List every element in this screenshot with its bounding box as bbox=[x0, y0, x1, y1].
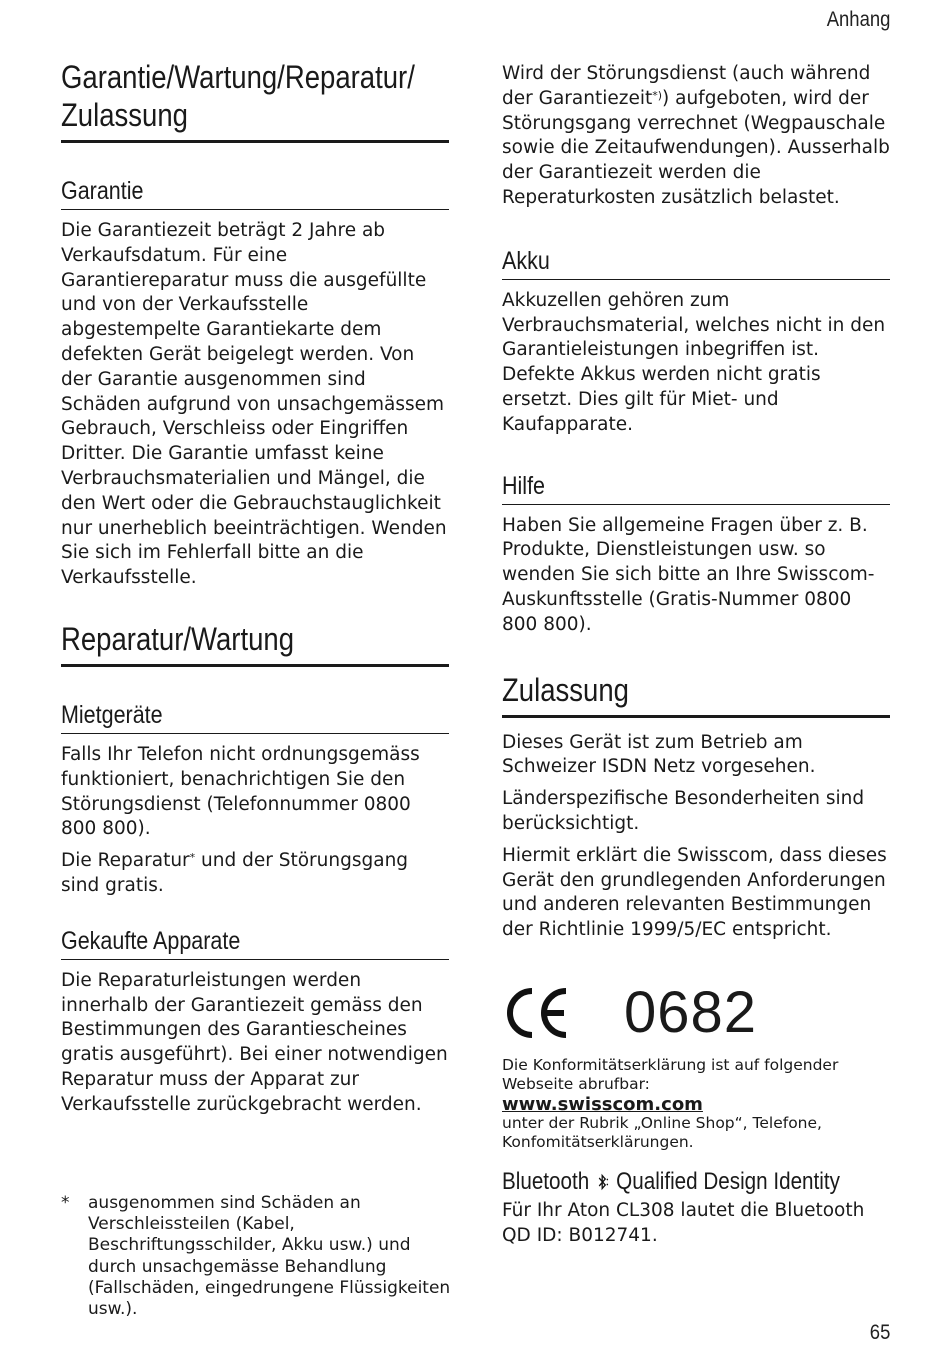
bluetooth-text: Für Ihr Aton CL308 lautet die Bluetooth QD ID: B012741. bbox=[502, 1199, 865, 1246]
stoerungsdienst-text bbox=[502, 62, 890, 211]
ce-mark-icon bbox=[502, 983, 572, 1043]
footnote-text: ausgenommen sind Schäden an Verschleissteilen (Kabel, Beschriftungsschilder, Akku usw.) und durch unsachgemässe Behandlung (Fallschäden, eingedrungene Flüssigkeiten usw.). bbox=[88, 1193, 451, 1320]
stoerungsdienst-before: Wird der Störungsdienst (auch während der Garantiezeit bbox=[502, 63, 871, 109]
qualified-design-label: Qualified Design Identity bbox=[616, 1167, 840, 1195]
zulassung-text-3: Hiermit erklärt die Swisscom, dass dieses Gerät den grundlegenden Anforderungen und anderen relevanten Bestimmungen der Richtlinie 1999/5/EC entspricht. bbox=[502, 844, 887, 941]
page-title-text: Garantie/Wartung/Reparatur/ Zulassung bbox=[61, 59, 415, 133]
zulassung-text-2: Länderspezifische Besonderheiten sind berücksichtigt. bbox=[502, 788, 865, 834]
zulassung-title: Zulassung bbox=[502, 671, 629, 708]
hilfe-heading: Hilfe bbox=[502, 471, 546, 500]
garantie-text: Die Garantiezeit beträgt 2 Jahre ab Verkaufsdatum. Für eine Garantiereparatur muss die ausgefüllte und von der Verkaufsstelle abgestempelte Garantiekarte dem defekten Gerät beigelegt werden. Von der Garantie ausgenommen sind Schäden aufgrund von unsachgemässem Gebrauch, Verschleiss oder Eingriffen Dritter. Die Garantie umfasst keine Verbrauchsmaterialien und Mängel, die den Wert oder die Gebrauchstauglichkeit nur unerheblich beeinträchtigen. Wenden Sie sich im Fehlerfall bitte an die Verkaufsstelle. bbox=[61, 220, 447, 589]
rubric-text: unter der Rubrik „Online Shop“, Telefone, Konfomitätserklärungen. bbox=[502, 1113, 822, 1152]
mietgeraete-heading: Mietgeräte bbox=[61, 700, 163, 729]
footnote-ref: * bbox=[189, 851, 196, 865]
zulassung-text-1: Dieses Gerät ist zum Betrieb am Schweizer ISDN Netz vorgesehen. bbox=[502, 731, 816, 778]
mietgeraete-reparatur-text bbox=[61, 849, 449, 899]
reparatur-title: Reparatur/Wartung bbox=[61, 620, 295, 657]
notified-body-number: 0682 bbox=[624, 979, 758, 1045]
reparatur-gratis-text: und der Störungsgang sind gratis. bbox=[61, 850, 409, 896]
page-title bbox=[61, 58, 448, 134]
swisscom-link[interactable]: www.swisscom.com bbox=[502, 1093, 703, 1115]
gekaufte-text: Die Reparaturleistungen werden innerhalb der Garantiezeit gemäss den Bestimmungen des Garantiescheines gratis ausgeführt). Bei einer notwendigen Reparatur muss der Apparat zur Verkaufsstelle zurückgebracht werden. bbox=[61, 969, 448, 1115]
bluetooth-heading bbox=[502, 1167, 889, 1197]
mietgeraete-text: Falls Ihr Telefon nicht ordnungsgemäss funktioniert, benachrichtigen Sie den Störungsdienst (Telefonnummer 0800 800 800). bbox=[61, 743, 420, 840]
hilfe-text: Haben Sie allgemeine Fragen über z. B. Produkte, Dienstleistungen usw. so wenden Sie sich bitte an Ihre Swisscom-Auskunftsstelle (Gratis-Nummer 0800 800 800). bbox=[502, 514, 875, 635]
conformity-text: Die Konformitätserklärung ist auf folgender Webseite abrufbar: bbox=[502, 1055, 839, 1094]
footnote bbox=[61, 1193, 451, 1320]
right-column bbox=[502, 62, 890, 1249]
akku-heading: Akku bbox=[502, 246, 550, 275]
footnote-marker: * bbox=[61, 1193, 70, 1213]
left-column bbox=[61, 58, 449, 1118]
garantie-heading: Garantie bbox=[61, 177, 144, 205]
akku-text: Akkuzellen gehören zum Verbrauchsmaterial, welches nicht in den Garantieleistungen inbegriffen ist. Defekte Akkus werden nicht gratis ersetzt. Dies gilt für Miet- und Kaufapparate. bbox=[502, 289, 886, 435]
bluetooth-icon bbox=[597, 1173, 609, 1191]
reparatur-label: Die Reparatur bbox=[61, 850, 190, 872]
stoerungsdienst-footnote-ref: *) bbox=[652, 88, 663, 102]
ce-marking bbox=[502, 975, 890, 1051]
stoerungsdienst-after: ) aufgeboten, wird der Störungsgang verrechnet (Wegpauschale sowie die Zeitaufwendungen). Ausserhalb der Garantiezeit werden die Reperaturkosten zusätzlich belastet. bbox=[502, 87, 890, 208]
section-header: Anhang bbox=[826, 8, 890, 31]
bluetooth-label: Bluetooth bbox=[502, 1167, 590, 1195]
gekaufte-heading: Gekaufte Apparate bbox=[61, 926, 241, 955]
page-number: 65 bbox=[869, 1321, 890, 1344]
